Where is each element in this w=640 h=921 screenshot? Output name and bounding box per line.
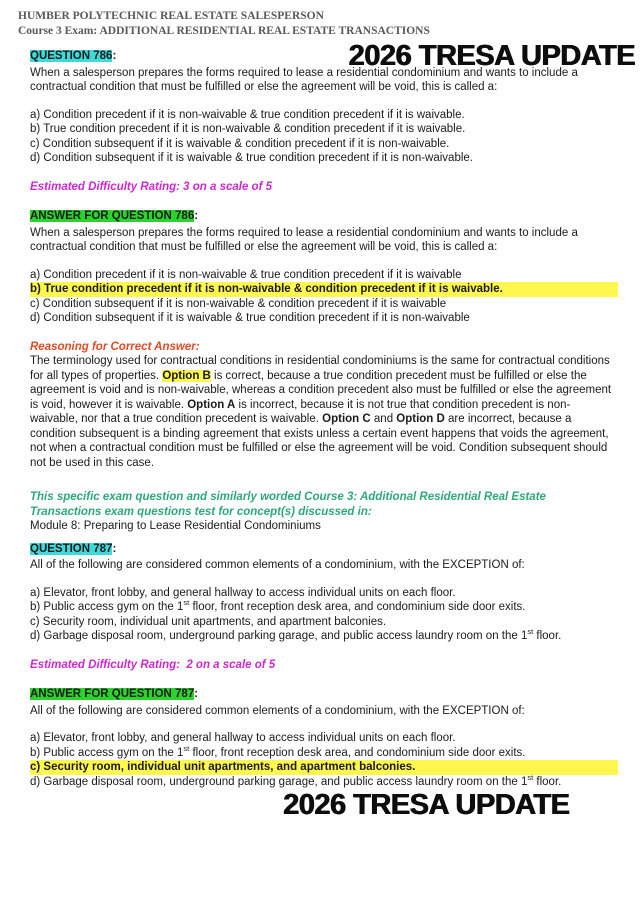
text-segment: c) Condition subsequent if it is non-waivable & condition precedent if it is waivable — [30, 297, 447, 310]
answer-786-heading — [30, 209, 618, 224]
text-segment: Option B — [162, 369, 211, 382]
doc-header — [18, 9, 430, 38]
option-row — [30, 137, 618, 152]
text-segment: a) Condition precedent if it is non-waivable & true condition precedent if it is waivable — [30, 268, 462, 281]
text-segment: Option A — [187, 398, 236, 411]
option-row — [30, 586, 618, 601]
label-colon: : — [194, 210, 199, 222]
option-row — [30, 772, 618, 790]
option-row — [30, 268, 618, 283]
text-segment: b) True condition precedent if it is non-waivable & condition precedent if it is waivable. — [30, 123, 466, 135]
text-segment: is incorrect, because it is not true that condition precedent is non-waivable, nor that a true condition precedent is waivable. — [30, 398, 571, 425]
text-segment: c) Condition subsequent if it is waivable & condition precedent if it is non-waivable. — [30, 137, 450, 150]
question-786-options — [30, 108, 618, 166]
text-segment: st — [527, 627, 534, 637]
option-row — [30, 731, 618, 746]
option-row — [30, 151, 618, 166]
difficulty-rating-786: Estimated Difficulty Rating: 3 on a scale of 5 — [30, 180, 272, 193]
option-row — [30, 297, 618, 312]
question-786-label: QUESTION 786 — [30, 50, 113, 62]
label-colon: : — [112, 50, 117, 62]
label-colon: : — [194, 688, 199, 700]
tresa-update-banner-bottom: 2026 TRESA UPDATE — [283, 789, 570, 821]
text-segment: Option C — [322, 413, 371, 425]
question-786-text: When a salesperson prepares the forms required to lease a residential condominium and wants to include a contractual condition that must be fulfilled or else the agreement will be void, this is called a: — [30, 66, 578, 93]
concept-note: This specific exam question and similarly worded Course 3: Additional Residential Real Estate Transactions exam questions test for concept(s) discussed in: — [30, 491, 546, 518]
text-segment: is correct, because a true condition precedent must be fulfilled or else the agreement is void and is non-waivable, whereas a condition precedent also must be fulfilled or else the agreement is void, however it is waivable. — [30, 369, 612, 411]
text-segment: c) Security room, individual unit apartments, and apartment balconies. — [30, 761, 416, 773]
text-segment: d) Garbage disposal room, underground parking garage, and public access laundry room on the 1 — [30, 775, 528, 788]
label-colon: : — [112, 542, 117, 555]
text-segment: d) Condition subsequent if it is waivable & true condition precedent if it is non-waivable — [30, 312, 470, 324]
question-787-text: All of the following are considered common elements of a condominium, with the EXCEPTION of: — [30, 559, 525, 571]
reasoning-786-label: Reasoning for Correct Answer: — [30, 340, 200, 353]
option-row-correct — [30, 282, 618, 297]
difficulty-rating-787: Estimated Difficulty Rating: 2 on a scale of 5 — [30, 658, 276, 671]
answer-787-label: ANSWER FOR QUESTION 787 — [30, 688, 195, 700]
text-segment: and — [370, 413, 397, 425]
text-segment: b) Public access gym on the 1 — [30, 746, 184, 759]
question-787-label: QUESTION 787 — [30, 542, 113, 555]
text-segment: st — [183, 743, 190, 753]
text-segment: floor, front reception desk area, and condominium side door exits. — [189, 601, 526, 613]
text-segment: st — [183, 598, 190, 608]
answer-787-question-text: All of the following are considered common elements of a condominium, with the EXCEPTION of: — [30, 704, 525, 717]
question-787-heading — [30, 542, 618, 557]
header-line-1: HUMBER POLYTECHNIC REAL ESTATE SALESPERSON — [18, 10, 324, 22]
text-segment: d) Condition subsequent if it is waivable & true condition precedent if it is non-waivable. — [30, 152, 473, 164]
reasoning-786-paragraph — [30, 354, 618, 470]
text-segment: c) Security room, individual unit apartments, and apartment balconies. — [30, 615, 387, 628]
answer-786-options — [30, 268, 618, 326]
text-segment: st — [527, 772, 534, 782]
text-segment: floor. — [533, 630, 562, 642]
option-row — [30, 311, 618, 326]
text-segment: a) Condition precedent if it is non-waivable & true condition precedent if it is waivable. — [30, 108, 465, 121]
text-segment: b) Public access gym on the 1 — [30, 601, 184, 613]
text-segment: d) Garbage disposal room, underground parking garage, and public access laundry room on the 1 — [30, 630, 528, 642]
option-row — [30, 600, 618, 615]
text-segment: floor, front reception desk area, and condominium side door exits. — [189, 746, 526, 759]
question-787-options — [30, 586, 618, 644]
answer-786-label: ANSWER FOR QUESTION 786 — [30, 210, 195, 222]
module-reference: Module 8: Preparing to Lease Residential Condominiums — [30, 520, 321, 532]
text-segment: a) Elevator, front lobby, and general hallway to access individual units on each floor. — [30, 732, 456, 744]
text-segment: floor. — [533, 775, 562, 788]
answer-786-question-text: When a salesperson prepares the forms required to lease a residential condominium and wants to include a contractual condition that must be fulfilled or else the agreement will be void, this is called a: — [30, 226, 578, 253]
option-row — [30, 743, 618, 761]
option-row — [30, 629, 618, 644]
answer-787-heading — [30, 687, 618, 702]
header-line-2: Course 3 Exam: ADDITIONAL RESIDENTIAL REAL ESTATE TRANSACTIONS — [18, 24, 430, 37]
text-segment: a) Elevator, front lobby, and general hallway to access individual units on each floor. — [30, 586, 456, 599]
text-segment: Option D — [396, 413, 445, 425]
text-segment: b) True condition precedent if it is non-waivable & condition precedent if it is waivable. — [30, 283, 503, 295]
option-row — [30, 108, 618, 123]
exam-content — [30, 49, 618, 789]
text-segment: are incorrect, because a condition subsequent is a binding agreement that exists unless a certain event happens that voids the agreement, not when a contractual condition must be fulfilled or else the agreement will be void. Condition subsequent should not be used in this case. — [30, 413, 609, 469]
option-row — [30, 122, 618, 137]
tresa-update-banner-top: 2026 TRESA UPDATE — [348, 40, 635, 72]
answer-787-options — [30, 731, 618, 789]
text-segment: The terminology used for contractual conditions in residential condominiums is the same for contractual conditions for all types of properties. — [30, 355, 610, 382]
question-786-heading — [30, 49, 618, 64]
